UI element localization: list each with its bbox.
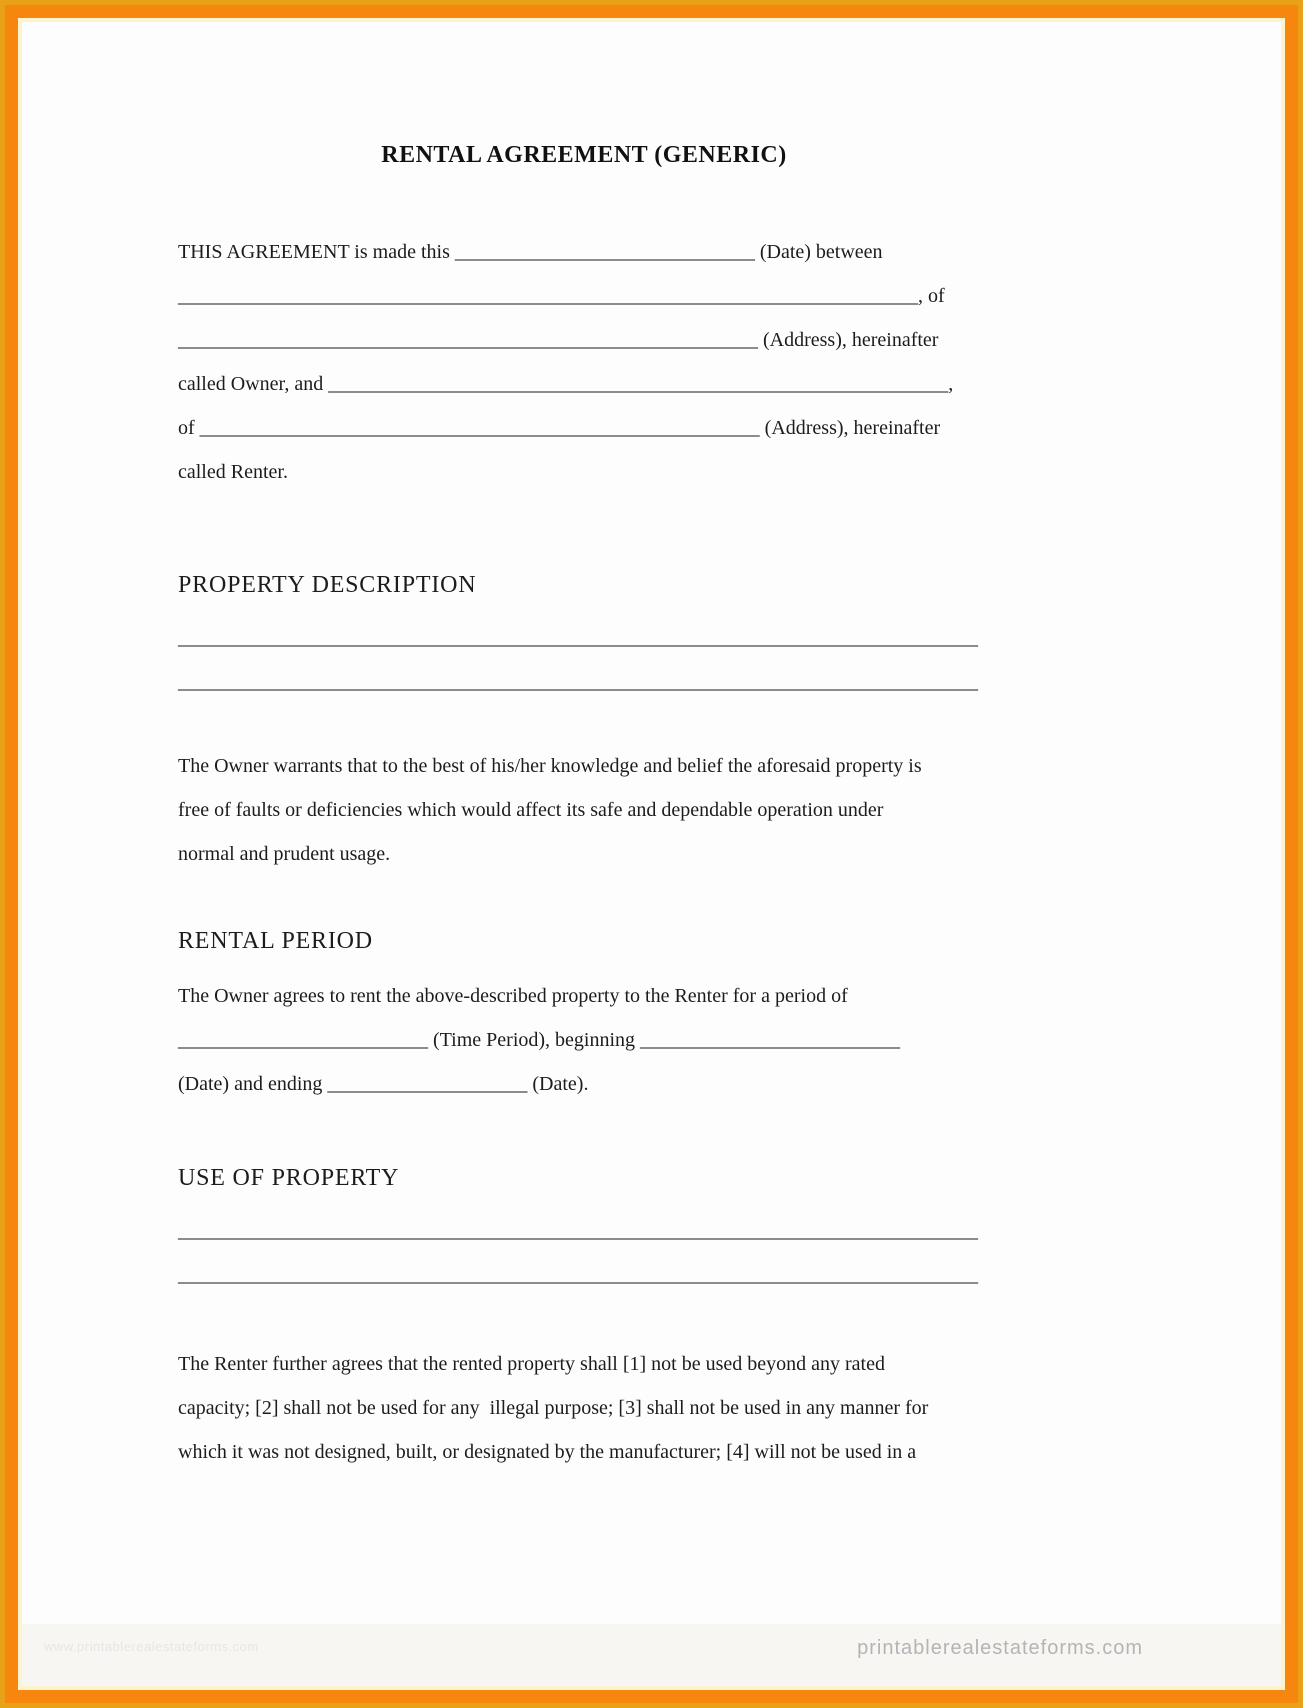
document-page	[22, 22, 1281, 1686]
use-of-property-heading: USE OF PROPERTY	[178, 1165, 400, 1191]
document-title: RENTAL AGREEMENT (GENERIC)	[381, 142, 787, 168]
frame-inner-highlight	[18, 18, 1285, 1690]
intro-line: __________________________________________________________________________, of	[178, 285, 945, 307]
intro-line: THIS AGREEMENT is made this ______________________________ (Date) between	[178, 241, 883, 263]
site-credit-text: printablerealestateforms.com	[857, 1637, 1143, 1659]
blank-line: ________________________________________________________________________________	[178, 627, 978, 649]
terms-line: capacity; [2] shall not be used for any illegal purpose; [3] shall not be used in any manner for	[178, 1397, 929, 1419]
rental-period-line: (Date) and ending ____________________ (Date).	[178, 1073, 589, 1095]
rental-period-paragraph	[178, 974, 990, 1106]
rental-period-line: _________________________ (Time Period), beginning __________________________	[178, 1029, 901, 1051]
property-description-heading: PROPERTY DESCRIPTION	[178, 572, 477, 598]
watermark-text: www.printablerealestateforms.com	[44, 1639, 259, 1654]
warranty-line: free of faults or deficiencies which would affect its safe and dependable operation under	[178, 799, 884, 821]
blank-line: ________________________________________________________________________________	[178, 1220, 978, 1242]
renter-terms-paragraph	[178, 1342, 990, 1474]
intro-paragraph	[178, 230, 990, 494]
intro-line: called Owner, and ______________________________________________________________,	[178, 373, 954, 395]
rental-period-line: The Owner agrees to rent the above-described property to the Renter for a period of	[178, 985, 848, 1007]
intro-line: called Renter.	[178, 461, 288, 483]
owner-warranty-paragraph	[178, 744, 990, 876]
terms-line: which it was not designed, built, or designated by the manufacturer; [4] will not be used in a	[178, 1441, 917, 1463]
blank-line: ________________________________________________________________________________	[178, 671, 978, 693]
intro-line: __________________________________________________________ (Address), hereinafter	[178, 329, 939, 351]
intro-line: of ________________________________________________________ (Address), hereinafter	[178, 417, 941, 439]
warranty-line: normal and prudent usage.	[178, 843, 391, 865]
property-description-blanks	[178, 616, 990, 704]
use-of-property-blanks	[178, 1209, 990, 1297]
blank-line: ________________________________________________________________________________	[178, 1264, 978, 1286]
terms-line: The Renter further agrees that the rented property shall [1] not be used beyond any rated	[178, 1353, 885, 1375]
frame-main-border	[5, 5, 1298, 1703]
warranty-line: The Owner warrants that to the best of his/her knowledge and belief the aforesaid property is	[178, 755, 922, 777]
document-content	[22, 22, 990, 1474]
rental-period-heading: RENTAL PERIOD	[178, 928, 373, 954]
